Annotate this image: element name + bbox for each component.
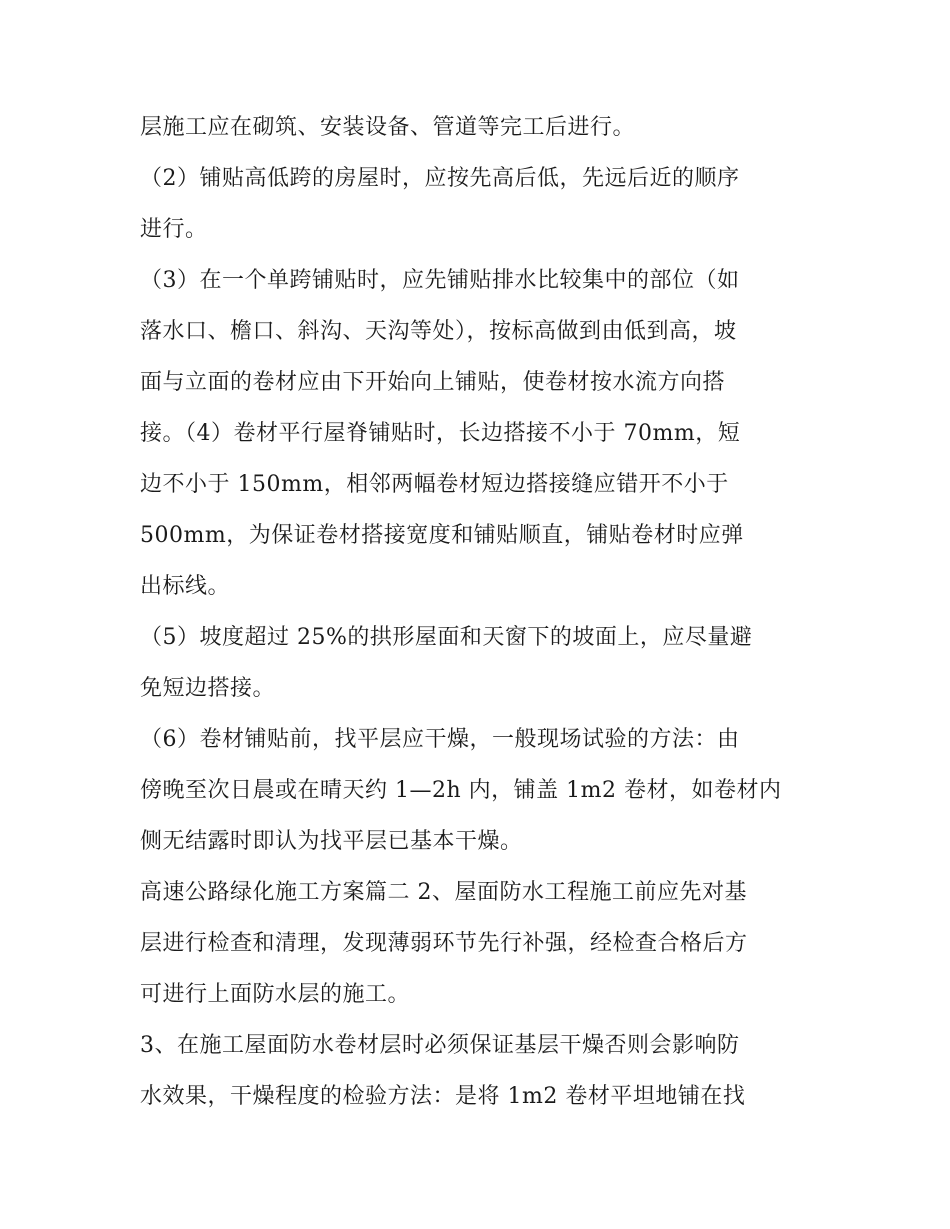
text-line: （3）在一个单跨铺贴时，应先铺贴排水比较集中的部位（如 <box>140 268 740 293</box>
text-line: 可进行上面防水层的施工。 <box>140 982 411 1007</box>
text-line: 高速公路绿化施工方案篇二 2、屋面防水工程施工前应先对基 <box>140 880 747 905</box>
text-line: 边不小于 150mm，相邻两幅卷材短边搭接缝应错开不小于 <box>140 472 729 497</box>
text-line: （5）坡度超过 25%的拱形屋面和天窗下的坡面上，应尽量避 <box>140 625 753 650</box>
text-line: 500mm，为保证卷材搭接宽度和铺贴顺直，铺贴卷材时应弹 <box>140 523 744 548</box>
text-line: 接。（4）卷材平行屋脊铺贴时，长边搭接不小于 70mm，短 <box>140 421 741 446</box>
text-line: （6）卷材铺贴前，找平层应干燥，一般现场试验的方法：由 <box>140 727 740 752</box>
text-line: 出标线。 <box>140 574 231 599</box>
text-line: 3、在施工屋面防水卷材层时必须保证基层干燥否则会影响防 <box>140 1033 740 1058</box>
text-line: 水效果，干燥程度的检验方法：是将 1m2 卷材平坦地铺在找 <box>140 1084 746 1109</box>
text-line: 傍晚至次日晨或在晴天约 1—2h 内，铺盖 1m2 卷材，如卷材内 <box>140 778 782 803</box>
text-line: 落水口、檐口、斜沟、天沟等处），按标高做到由低到高，坡 <box>140 319 737 344</box>
text-line: 面与立面的卷材应由下开始向上铺贴，使卷材按水流方向搭 <box>140 370 726 395</box>
text-line: 侧无结露时即认为找平层已基本干燥。 <box>140 829 523 854</box>
text-line: 免短边搭接。 <box>140 676 276 701</box>
text-line: 层施工应在砌筑、安装设备、管道等完工后进行。 <box>140 115 636 140</box>
text-line: 进行。 <box>140 217 208 242</box>
text-line: （2）铺贴高低跨的房屋时，应按先高后低，先远后近的顺序 <box>140 166 740 191</box>
text-line: 层进行检查和清理，发现薄弱环节先行补强，经检查合格后方 <box>140 931 748 956</box>
